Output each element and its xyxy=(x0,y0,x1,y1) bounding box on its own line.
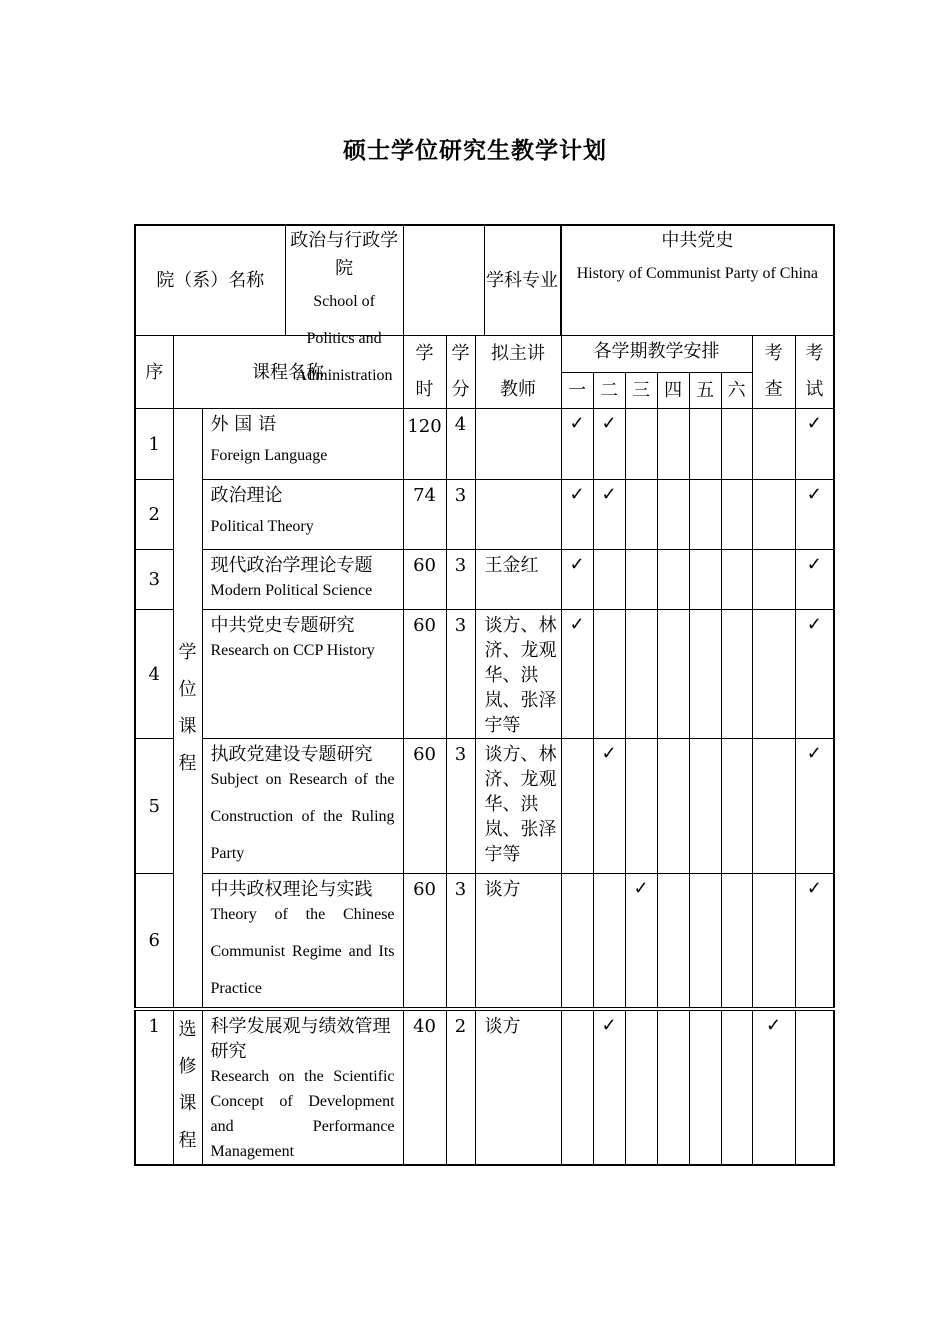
col-sem-2: 二 xyxy=(593,372,625,409)
sem-2-tick xyxy=(593,874,625,1010)
sem-1-tick xyxy=(561,739,593,874)
sem-3-tick xyxy=(625,874,657,1010)
check-tick xyxy=(752,739,795,874)
table-row xyxy=(135,610,834,739)
row-seq: 2 xyxy=(135,480,173,550)
course-hours: 60 xyxy=(403,610,446,739)
sem-4-tick xyxy=(657,550,689,610)
course-teacher: 谈方 xyxy=(475,1009,561,1165)
sem-5-tick xyxy=(689,610,721,739)
check-mark-icon: ✓ xyxy=(806,484,822,505)
exam-tick xyxy=(795,480,834,550)
table-row xyxy=(135,739,834,874)
sem-4-tick xyxy=(657,739,689,874)
col-sem-6: 六 xyxy=(721,372,752,409)
row-seq: 5 xyxy=(135,739,173,874)
dept-name-en: School of Politics and Administration xyxy=(295,293,393,384)
check-tick xyxy=(752,1009,795,1165)
sem-5-tick xyxy=(689,550,721,610)
table-row xyxy=(135,874,834,1010)
course-teacher: 谈方、林济、龙观华、洪岚、张泽宇等 xyxy=(475,610,561,739)
course-credits: 3 xyxy=(446,739,475,874)
col-sem-5: 五 xyxy=(689,372,721,409)
sem-3-tick xyxy=(625,409,657,480)
exam-tick xyxy=(795,610,834,739)
check-tick xyxy=(752,409,795,480)
table-row xyxy=(135,550,834,610)
check-mark-icon: ✓ xyxy=(569,484,585,505)
dept-label: 院（系）名称 xyxy=(136,226,286,335)
col-exam: 考 试 xyxy=(795,336,834,409)
row-seq: 1 xyxy=(135,1009,173,1165)
course-credits: 3 xyxy=(446,480,475,550)
check-mark-icon: ✓ xyxy=(806,743,822,764)
sem-4-tick xyxy=(657,409,689,480)
row-seq: 1 xyxy=(135,409,173,480)
exam-tick xyxy=(795,874,834,1010)
sem-6-tick xyxy=(721,1009,752,1165)
col-seq: 序 xyxy=(135,336,173,409)
sem-6-tick xyxy=(721,409,752,480)
sem-2-tick xyxy=(593,409,625,480)
major-label-cell xyxy=(403,225,561,336)
group-degree-label: 学 位 课 程 xyxy=(173,409,202,1010)
sem-4-tick xyxy=(657,1009,689,1165)
course-name: 现代政治学理论专题 Modern Political Science xyxy=(202,550,403,610)
sem-6-tick xyxy=(721,610,752,739)
course-credits: 4 xyxy=(446,409,475,480)
major-name-en: History of Communist Party of China xyxy=(576,265,819,282)
course-hours: 60 xyxy=(403,550,446,610)
check-mark-icon: ✓ xyxy=(601,743,617,764)
check-tick xyxy=(752,610,795,739)
sem-3-tick xyxy=(625,610,657,739)
check-mark-icon: ✓ xyxy=(806,614,822,635)
sem-1-tick xyxy=(561,1009,593,1165)
course-teacher xyxy=(475,480,561,550)
check-mark-icon: ✓ xyxy=(806,554,822,575)
col-sem-1: 一 xyxy=(561,372,593,409)
sem-2-tick xyxy=(593,480,625,550)
sem-4-tick xyxy=(657,610,689,739)
check-tick xyxy=(752,874,795,1010)
sem-6-tick xyxy=(721,550,752,610)
course-credits: 3 xyxy=(446,874,475,1010)
course-teacher xyxy=(475,409,561,480)
col-course: 课程名称 xyxy=(173,336,403,409)
course-credits: 2 xyxy=(446,1009,475,1165)
sem-4-tick xyxy=(657,874,689,1010)
check-mark-icon: ✓ xyxy=(601,1015,617,1036)
sem-5-tick xyxy=(689,409,721,480)
course-name: 执政党建设专题研究 Subject on Research of the Construction of the Ruling Party xyxy=(202,739,403,874)
course-hours: 60 xyxy=(403,874,446,1010)
check-mark-icon: ✓ xyxy=(766,1015,782,1036)
major-label: 学科专业 xyxy=(484,226,561,335)
check-tick xyxy=(752,480,795,550)
sem-1-tick xyxy=(561,550,593,610)
course-name: 科学发展观与绩效管理研究 Research on the Scientific Concept of Development and Performance Management xyxy=(202,1009,403,1165)
group-elective-label: 选 修 课 程 xyxy=(173,1009,202,1165)
table-row xyxy=(135,1009,834,1165)
sem-5-tick xyxy=(689,874,721,1010)
course-hours: 74 xyxy=(403,480,446,550)
sem-2-tick xyxy=(593,1009,625,1165)
exam-tick xyxy=(795,1009,834,1165)
sem-6-tick xyxy=(721,874,752,1010)
col-check: 考 查 xyxy=(752,336,795,409)
check-mark-icon: ✓ xyxy=(569,554,585,575)
course-hours: 120 xyxy=(403,409,446,480)
sem-3-tick xyxy=(625,1009,657,1165)
table-row xyxy=(135,480,834,550)
check-mark-icon: ✓ xyxy=(569,614,585,635)
sem-2-tick xyxy=(593,739,625,874)
major-name-cn: 中共党史 xyxy=(661,230,734,251)
sem-5-tick xyxy=(689,1009,721,1165)
col-semesters: 各学期教学安排 xyxy=(561,336,752,373)
teaching-plan-table xyxy=(134,224,835,1166)
col-hours: 学 时 xyxy=(403,336,446,409)
col-teacher: 拟主讲 教师 xyxy=(475,336,561,409)
table-row xyxy=(135,409,834,480)
course-teacher: 王金红 xyxy=(475,550,561,610)
header-dept-row xyxy=(135,225,834,336)
sem-4-tick xyxy=(657,480,689,550)
sem-3-tick xyxy=(625,739,657,874)
major-value xyxy=(561,225,834,336)
sem-1-tick xyxy=(561,874,593,1010)
course-teacher: 谈方、林济、龙观华、洪岚、张泽宇等 xyxy=(475,739,561,874)
course-name: 政治理论 Political Theory xyxy=(202,480,403,550)
exam-tick xyxy=(795,550,834,610)
course-name: 中共党史专题研究 Research on CCP History xyxy=(202,610,403,739)
col-credits: 学 分 xyxy=(446,336,475,409)
row-seq: 6 xyxy=(135,874,173,1010)
row-seq: 3 xyxy=(135,550,173,610)
check-mark-icon: ✓ xyxy=(806,878,822,899)
row-seq: 4 xyxy=(135,610,173,739)
check-mark-icon: ✓ xyxy=(569,413,585,434)
sem-2-tick xyxy=(593,550,625,610)
course-credits: 3 xyxy=(446,550,475,610)
dept-name-cn: 政治与行政学院 xyxy=(290,230,399,279)
col-sem-4: 四 xyxy=(657,372,689,409)
column-header-row xyxy=(135,336,834,373)
check-tick xyxy=(752,550,795,610)
course-name: 外 国 语 Foreign Language xyxy=(202,409,403,480)
sem-2-tick xyxy=(593,610,625,739)
col-sem-3: 三 xyxy=(625,372,657,409)
sem-5-tick xyxy=(689,739,721,874)
course-credits: 3 xyxy=(446,610,475,739)
exam-tick xyxy=(795,409,834,480)
sem-1-tick xyxy=(561,409,593,480)
sem-3-tick xyxy=(625,480,657,550)
course-teacher: 谈方 xyxy=(475,874,561,1010)
sem-6-tick xyxy=(721,480,752,550)
course-hours: 40 xyxy=(403,1009,446,1165)
check-mark-icon: ✓ xyxy=(806,413,822,434)
sem-1-tick xyxy=(561,480,593,550)
sem-1-tick xyxy=(561,610,593,739)
sem-6-tick xyxy=(721,739,752,874)
exam-tick xyxy=(795,739,834,874)
page-title: 硕士学位研究生教学计划 xyxy=(343,138,607,164)
check-mark-icon: ✓ xyxy=(601,484,617,505)
sem-5-tick xyxy=(689,480,721,550)
course-hours: 60 xyxy=(403,739,446,874)
course-name: 中共政权理论与实践 Theory of the Chinese Communist Regime and Its Practice xyxy=(202,874,403,1010)
check-mark-icon: ✓ xyxy=(601,413,617,434)
sem-3-tick xyxy=(625,550,657,610)
check-mark-icon: ✓ xyxy=(633,878,649,899)
